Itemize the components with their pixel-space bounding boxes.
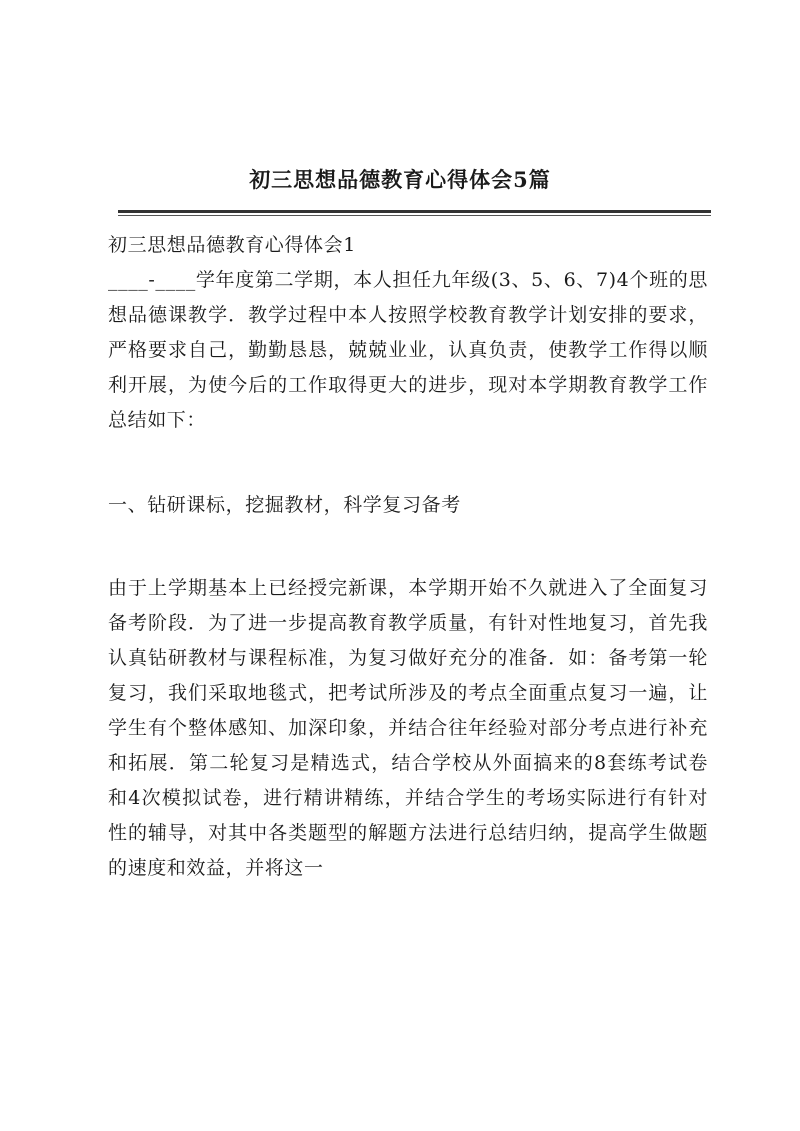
section-paragraph: 由于上学期基本上已经授完新课，本学期开始不久就进入了全面复习备考阶段．为了进一步提高教育教学质量，有针对性地复习，首先我认真钻研教材与课程标准，为复习做好充分的准备．如：备考第一轮复习，我们采取地毯式，把考试所涉及的考点全面重点复习一遍，让学生有个整体感知、加深印象，并结合往年经验对部分考点进行补充和拓展．第二轮复习是精选式，结合学校从外面搞来的8套练考试卷和4次模拟试卷，进行精讲精练，并结合学生的考场实际进行有针对性的辅导，对其中各类题型的解题方法进行总结归纳，提高学生做题的速度和效益，并将这一 — [108, 577, 708, 879]
document-body — [108, 228, 708, 886]
paragraph-gap — [108, 523, 708, 571]
document-title: 初三思想品德教育心得体会5篇 — [249, 167, 551, 192]
title-rule-thick — [118, 210, 711, 213]
section-subtitle: 初三思想品德教育心得体会1 — [108, 234, 356, 256]
paragraph-gap — [108, 438, 708, 488]
section-heading: 一、钻研课标，挖掘教材，科学复习备考 — [108, 494, 461, 516]
title-rule-thin — [118, 215, 711, 216]
intro-paragraph: ____-____学年度第二学期，本人担任九年级(3、5、6、7)4个班的思想品德课教学．教学过程中本人按照学校教育教学计划安排的要求，严格要求自己，勤勤恳恳，兢兢业业，认真负责，使教学工作得以顺利开展，为使今后的工作取得更大的进步，现对本学期教育教学工作总结如下： — [108, 269, 708, 431]
